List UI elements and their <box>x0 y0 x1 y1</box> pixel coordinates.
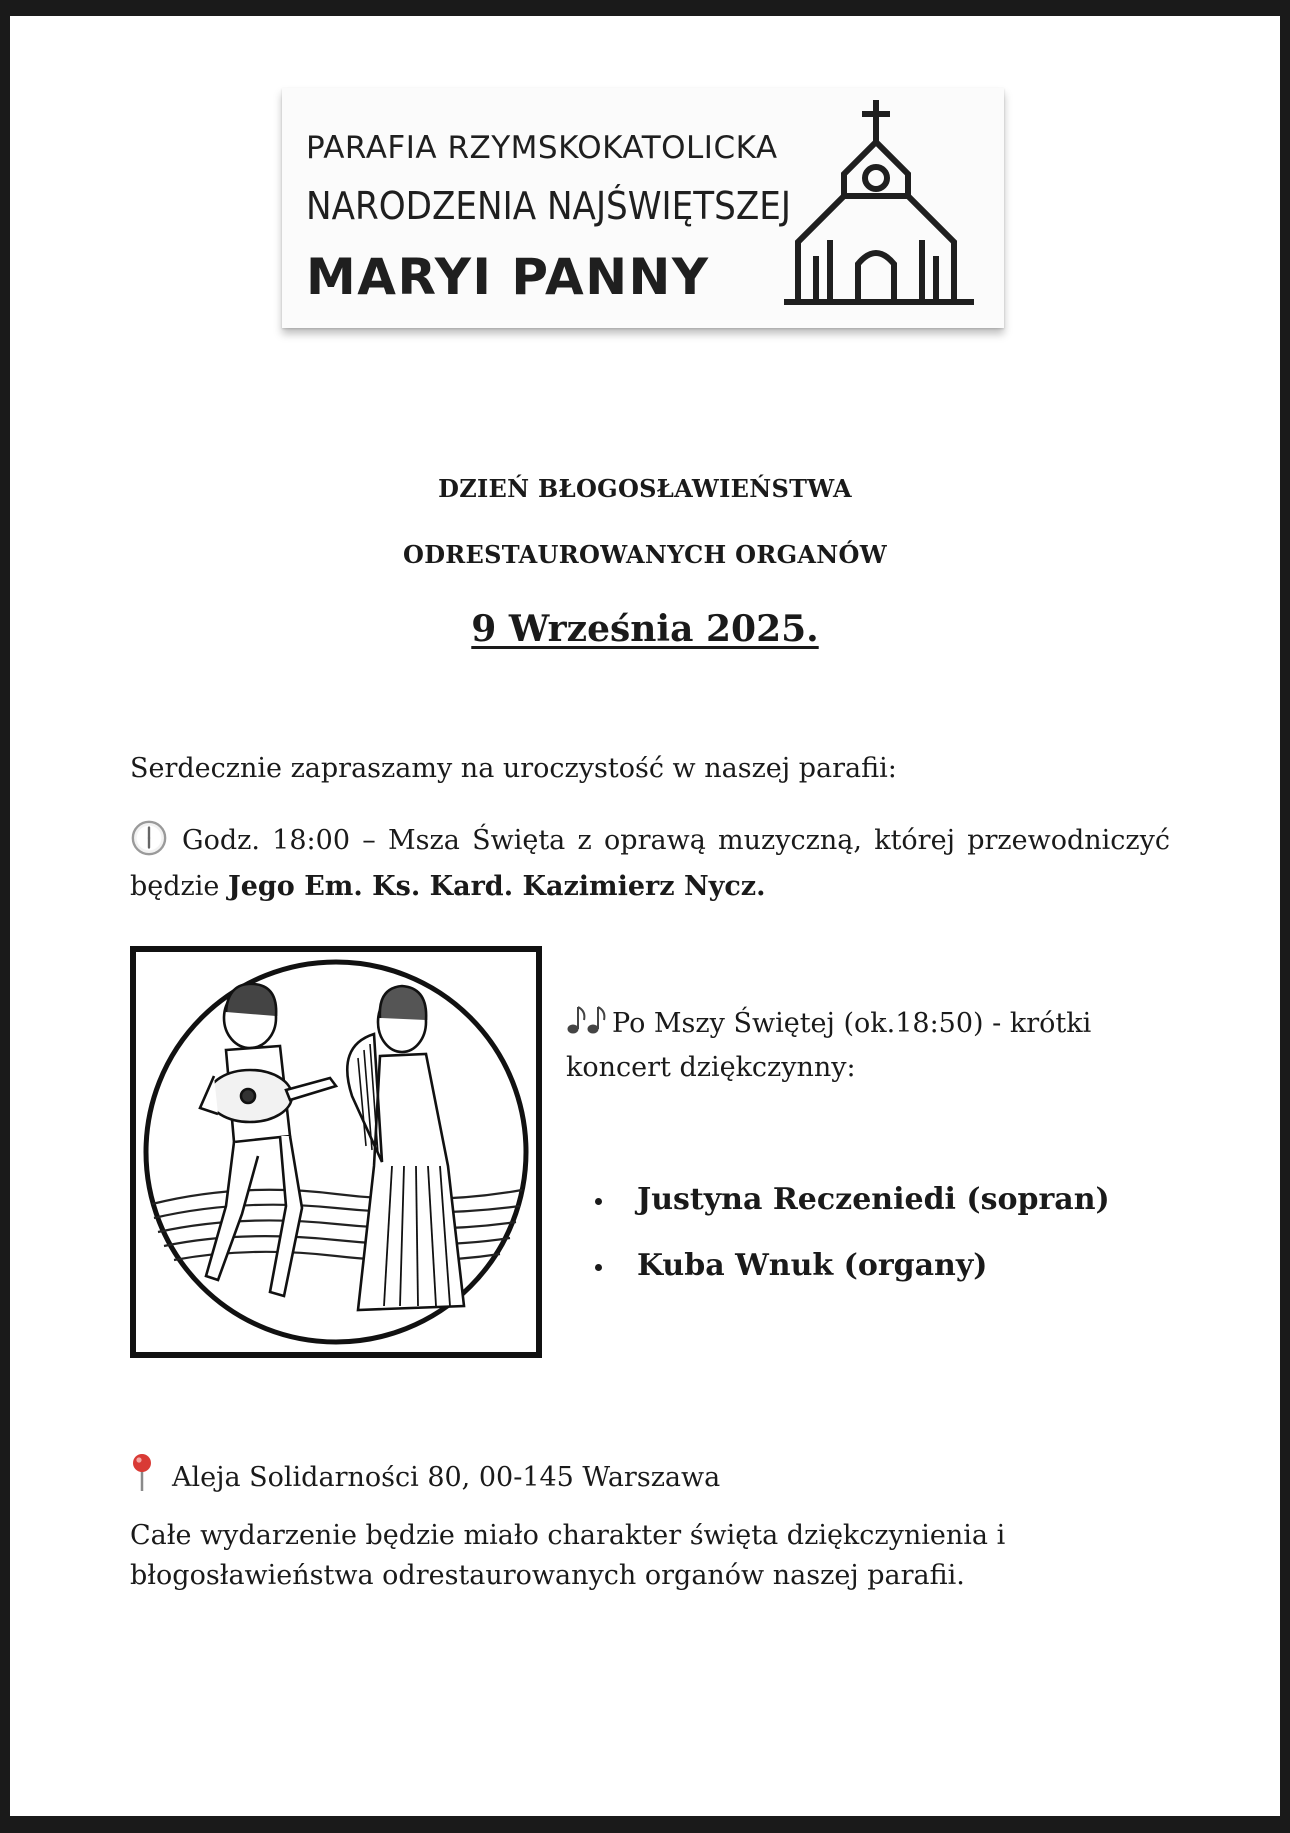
pin-icon <box>130 1452 154 1492</box>
logo-line-2: NARODZENIA NAJŚWIĘTSZEJ <box>306 184 791 228</box>
church-icon <box>784 96 984 310</box>
music-notes-icon <box>566 1002 608 1036</box>
heading-line-1: DZIEŃ BŁOGOSŁAWIEŃSTWA <box>438 474 852 503</box>
concert-intro-text: Po Mszy Świętej (ok.18:50) - krótki koncert dziękczynny: <box>566 1008 1092 1083</box>
woodcut-musicians-illustration <box>130 946 542 1358</box>
address-line <box>130 1452 1170 1501</box>
logo-line-1: PARAFIA RZYMSKOKATOLICKA <box>306 130 778 166</box>
list-item: Justyna Reczeniedi (sopran) <box>595 1180 1195 1220</box>
parish-logo <box>282 88 1004 328</box>
invitation-text: Serdecznie zapraszamy na uroczystość w naszej parafii: <box>130 753 897 784</box>
clock-icon <box>130 819 168 857</box>
address-text: Aleja Solidarności 80, 00-145 Warszawa <box>172 1462 721 1493</box>
celebrant-name: Jego Em. Ks. Kard. Kazimierz Nycz. <box>227 871 766 902</box>
event-date: 9 Września 2025. <box>471 608 819 650</box>
performer-list <box>595 1180 1195 1312</box>
mass-text: Godz. 18:00 – Msza Święta z oprawą muzyczną, której przewodniczyć będzie <box>130 825 1170 902</box>
heading-line-2: ODRESTAUROWANYCH ORGANÓW <box>402 540 888 569</box>
concert-intro <box>566 1002 1126 1090</box>
logo-line-3: MARYI PANNY <box>306 248 710 306</box>
list-item: Kuba Wnuk (organy) <box>595 1246 1195 1286</box>
flyer-page <box>10 16 1280 1816</box>
mass-paragraph <box>130 818 1170 910</box>
summary-text: Całe wydarzenie będzie miało charakter święta dziękczynienia i błogosławieństwa odrestaurowanych organów naszej parafii. <box>130 1520 1006 1591</box>
